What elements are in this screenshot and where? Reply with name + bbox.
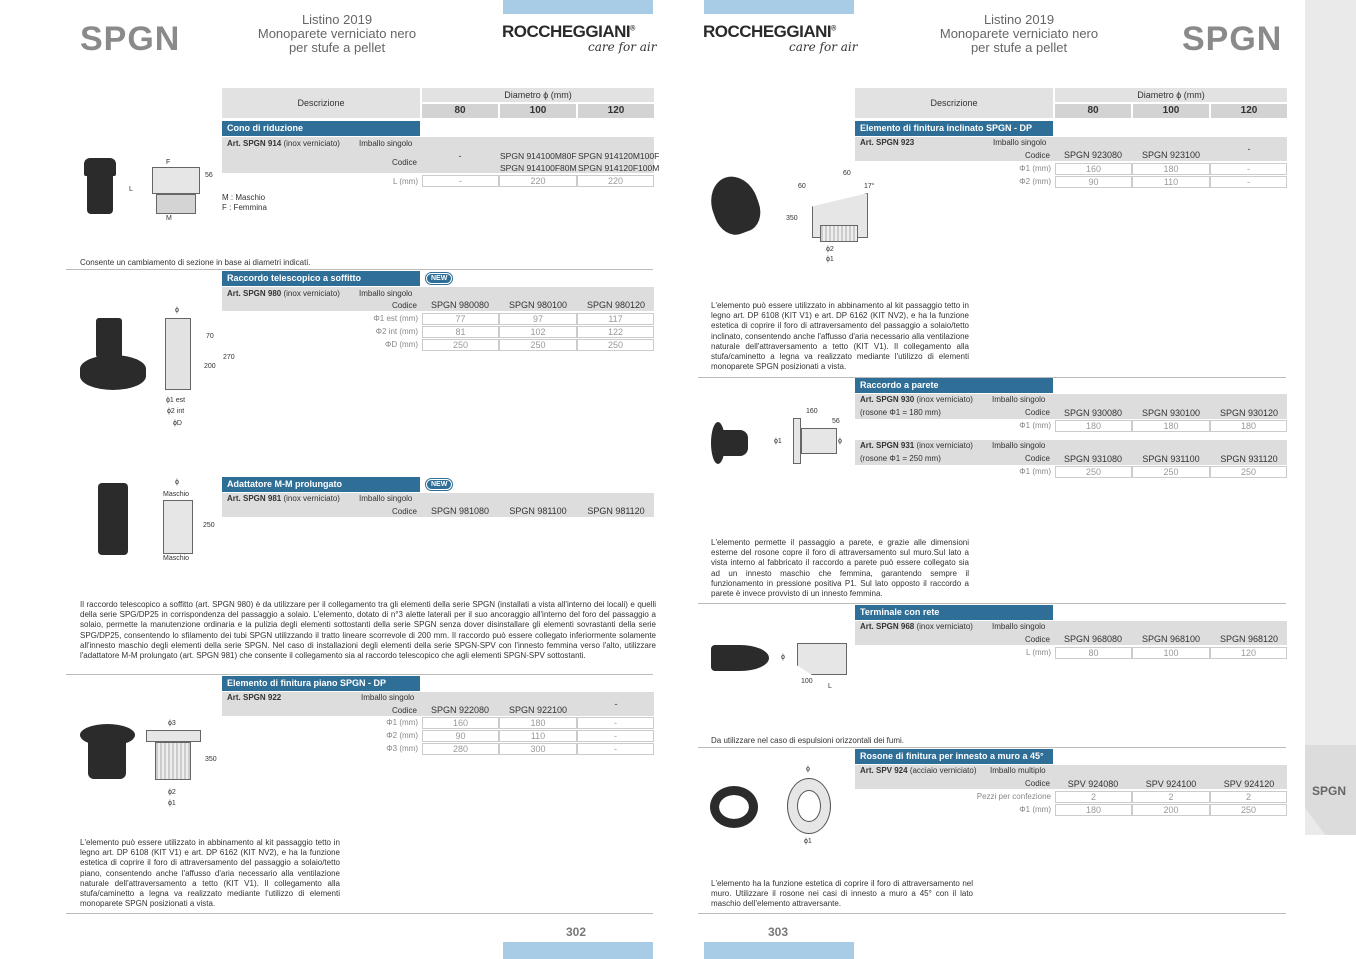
art-code: Art. SPGN 968 (inox verniciato)	[860, 622, 973, 631]
dim-label: 60	[843, 170, 851, 177]
product-title-cono: Cono di riduzione	[222, 121, 420, 136]
row-label: Φ2 (mm)	[386, 731, 418, 740]
dim-label: L	[129, 186, 133, 193]
art-sub: (rosone Φ1 = 180 mm)	[860, 408, 941, 417]
row-label: Φ1 (mm)	[1019, 164, 1051, 173]
dim-label: 350	[786, 215, 798, 222]
value: 90	[422, 730, 499, 742]
value: 102	[499, 326, 577, 338]
dim-label: 56	[832, 418, 840, 425]
bottom-color-bar	[503, 942, 653, 959]
brand-logo: ROCCHEGGIANI®	[502, 22, 635, 41]
product-description: Il raccordo telescopico a soffitto (art. SPGN 980) è da utilizzare per il collegamento tra gli elementi della serie SPGN (installati a vista all'interno dei locali) e quelli della serie SPG/DP25 in corrispondenza del passaggio a solaio. L'elemento, dotato di n°3 alette laterali per il suo ancoraggio all'interno del foro del passaggio a solaio, permette la manutenzione ordinaria e la pulizia degli elementi sottostanti della serie SPGN senza dover disinstallare gli elementi sovrastanti della serie SPG/DP25, consentendo lo sfilamento dei tubi SPGN utilizzando il tratto lineare scorrevole di 200 mm. Il raccordo può essere collegato inferiormente solamente all'innesto maschio degli elementi della serie SPGN. Nel caso di installazioni degli elementi della serie SPGN-SPV con l'innesto femmina verso l'alto, utilizzare l'adattatore M-M prolungato (art. SPGN 981) che consente il collegamento sia al raccordo telescopico che agli elementi SPGN-SPV sottostanti.	[80, 600, 656, 661]
header-120: 120	[578, 104, 654, 118]
row-label: Φ2 int (mm)	[375, 327, 418, 336]
code-120b: SPGN 914120F100M	[578, 163, 660, 173]
row-label: Φ2 (mm)	[1019, 177, 1051, 186]
code-80: SPGN 923080	[1063, 150, 1123, 160]
value: 250	[1055, 466, 1132, 478]
row-label: Φ3 (mm)	[386, 744, 418, 753]
dim-label: L	[828, 683, 832, 690]
dim-label: ϕ	[838, 438, 842, 445]
section-divider	[66, 913, 653, 914]
dim-label: ϕ1	[826, 256, 834, 263]
product-description: L'elemento ha la funzione estetica di coprire il foro di attraversamento nel muro. Utilizzare il rosone nei casi di innesto a muro a 45° con il lato maschio dell'elemento attraversante.	[711, 879, 973, 909]
value: 180	[1055, 804, 1132, 816]
value: 180	[1132, 163, 1210, 175]
diagram-cono-bottom	[156, 194, 196, 214]
value: 280	[422, 743, 499, 755]
dim-label: ϕ2	[168, 789, 176, 796]
code-120: SPGN 980120	[586, 300, 646, 310]
product-title-terminale: Terminale con rete	[855, 605, 1053, 620]
diagram-terminale	[797, 643, 847, 675]
value: 2	[1132, 791, 1210, 803]
code-120: SPGN 930120	[1219, 408, 1279, 418]
code-100a: SPGN 914100M80F	[500, 151, 577, 161]
product-image-telescopico-base	[80, 355, 146, 390]
art-code: Art. SPGN 981 (inox verniciato)	[227, 494, 340, 503]
value: 200	[1132, 804, 1210, 816]
header-100: 100	[1133, 104, 1209, 118]
dim-label: 250	[203, 522, 215, 529]
value: -	[422, 175, 499, 187]
codice-label: Codice	[392, 507, 417, 516]
dim-label: ϕ	[781, 654, 785, 661]
art-code: Art. SPGN 930 (inox verniciato)	[860, 395, 973, 404]
value: 97	[499, 313, 577, 325]
value: 120	[1210, 647, 1287, 659]
side-tab-strip	[1305, 0, 1356, 835]
packaging: Imballo multiplo	[990, 766, 1046, 775]
code-100: SPGN 981100	[509, 506, 567, 516]
dim-label: 56	[205, 172, 213, 179]
value: 90	[1055, 176, 1132, 188]
new-badge: NEW	[426, 479, 452, 490]
side-tab-label: SPGN	[1312, 784, 1347, 798]
brand-tagline: care for air	[588, 40, 657, 54]
value: 180	[1055, 420, 1132, 432]
catalog-subtitle: Listino 2019 Monoparete verniciato nero per stufe a pellet	[939, 12, 1099, 55]
section-divider	[66, 674, 653, 675]
header-diametro: Diametro ϕ (mm)	[1055, 88, 1287, 102]
dim-label: ϕ1	[168, 800, 176, 807]
dim-label: ϕ1	[774, 438, 782, 445]
code-80: SPGN 931080	[1063, 454, 1123, 464]
dim-label: 200	[204, 363, 216, 370]
row-label: ΦD (mm)	[384, 340, 418, 349]
value: 220	[499, 175, 577, 187]
value: 77	[422, 313, 499, 325]
value: -	[1210, 163, 1287, 175]
product-title-adattatore: Adattatore M-M prolungato	[222, 477, 420, 492]
value: 160	[422, 717, 499, 729]
value: 180	[1210, 420, 1287, 432]
brand-tagline: care for air	[789, 40, 858, 54]
row-label: Φ1 (mm)	[1019, 421, 1051, 430]
value: -	[577, 730, 654, 742]
product-description: Consente un cambiamento di sezione in base ai diametri indicati.	[80, 258, 311, 267]
value: 180	[499, 717, 577, 729]
section-divider	[698, 913, 1286, 914]
code-100: SPGN 968100	[1141, 634, 1201, 644]
code-80: SPGN 930080	[1063, 408, 1123, 418]
code-120: SPGN 968120	[1219, 634, 1279, 644]
product-title-finitura-inclinato: Elemento di finitura inclinato SPGN - DP	[855, 121, 1053, 136]
header-diametro: Diametro ϕ (mm)	[422, 88, 654, 102]
top-color-bar	[503, 0, 653, 14]
code-120: -	[614, 699, 618, 709]
codice-label: Codice	[1025, 635, 1050, 644]
product-image-terminale	[711, 645, 769, 671]
diagram-finitura-body	[155, 742, 191, 780]
code-80: SPV 924080	[1067, 779, 1119, 789]
packaging: Imballo singolo	[359, 289, 413, 298]
new-badge: NEW	[426, 273, 452, 284]
header-120: 120	[1211, 104, 1287, 118]
code-100: SPV 924100	[1145, 779, 1197, 789]
value: 160	[1055, 163, 1132, 175]
code-80: SPGN 922080	[430, 705, 490, 715]
value: 180	[1132, 420, 1210, 432]
section-divider	[698, 747, 1286, 748]
row-label: L (mm)	[392, 177, 418, 186]
section-divider	[698, 603, 1286, 604]
legend-maschio: M : Maschio	[222, 193, 266, 202]
dim-label: ϕD	[173, 420, 182, 427]
value: 100	[1132, 647, 1210, 659]
dim-label: ϕ	[175, 479, 179, 486]
row-label: L (mm)	[1025, 648, 1051, 657]
page-number: 303	[768, 925, 789, 939]
series-title: SPGN	[80, 20, 181, 58]
code-80: SPGN 980080	[430, 300, 490, 310]
packaging: Imballo singolo	[359, 494, 413, 503]
bottom-color-bar	[704, 942, 854, 959]
dim-label: 350	[205, 756, 217, 763]
code-100: SPGN 931100	[1142, 454, 1200, 464]
dim-label: ϕ	[806, 766, 810, 773]
code-120: -	[1247, 144, 1251, 154]
catalog-subtitle: Listino 2019 Monoparete verniciato nero per stufe a pellet	[257, 12, 417, 55]
section-divider	[66, 269, 653, 270]
product-image-rosone	[710, 786, 758, 828]
dim-label: ϕ1	[804, 838, 812, 845]
value: 250	[1132, 466, 1210, 478]
value: 2	[1210, 791, 1287, 803]
codice-label: Codice	[1025, 408, 1050, 417]
art-code: Art. SPGN 980 (inox verniciato)	[227, 289, 340, 298]
product-description: L'elemento può essere utilizzato in abbinamento al kit passaggio tetto in legno art. DP 6108 (KIT V1) e art. DP 6162 (KIT NV2), e ha la funzione estetica di coprire il foro di attraversamento del passaggio a solaio/tetto inclinato, consentendo anche l'affusso d'aria necessario alla ventilazione naturale dell'attraversamento a tetto (KIT V1). Il collegamento alla stufa/caminetto a legna va realizzato mediante l'utilizzo di elementi monoparete SPGN posizionati a vista.	[711, 301, 969, 372]
value: 81	[422, 326, 499, 338]
series-title: SPGN	[1182, 20, 1283, 58]
product-description: L'elemento permette il passaggio a parete, e grazie alle dimensioni esterne del rosone copre il foro di attraversamento sul muro.Sul lato a vista interno al fabbricato il raccordo a parete può essere collegato sia ad un innesto maschio che femmina, garantendo sempre il funzionamento in pressione positiva P1. Sul lato opposto il raccordo a parete è invece provvisto di un innesto femmina.	[711, 538, 969, 599]
dim-label: M	[166, 215, 172, 222]
code-100: SPGN 930100	[1141, 408, 1201, 418]
codice-label: Codice	[392, 706, 417, 715]
row-label: Φ1 (mm)	[1019, 805, 1051, 814]
legend-femmina: F : Femmina	[222, 203, 267, 212]
product-image-finitura-piano-body	[88, 735, 126, 779]
codice-label: Codice	[1025, 454, 1050, 463]
codice-label: Codice	[1025, 151, 1050, 160]
packaging: Imballo singolo	[992, 622, 1046, 631]
value: 300	[499, 743, 577, 755]
art-sub: (rosone Φ1 = 250 mm)	[860, 454, 941, 463]
code-100: SPGN 923100	[1141, 150, 1201, 160]
code-80: SPGN 981080	[430, 506, 490, 516]
value: 250	[1210, 804, 1287, 816]
value: 80	[1055, 647, 1132, 659]
product-title-telescopico: Raccordo telescopico a soffitto	[222, 271, 420, 286]
code-100: SPGN 980100	[508, 300, 568, 310]
value: 110	[1132, 176, 1210, 188]
diagram-raccordo-body	[801, 428, 837, 454]
header-80: 80	[422, 104, 498, 118]
product-image-cono-body	[87, 173, 113, 214]
value: 110	[499, 730, 577, 742]
page-number: 302	[566, 925, 587, 939]
brand-logo: ROCCHEGGIANI®	[703, 22, 836, 41]
product-image-telescopico	[96, 318, 122, 358]
dim-label: 17°	[864, 183, 875, 190]
product-image-finitura-inclinato	[703, 170, 766, 240]
dim-label: ϕ2	[826, 246, 834, 253]
row-label: Φ1 (mm)	[386, 718, 418, 727]
code-120: SPGN 981120	[587, 506, 645, 516]
codice-label: Codice	[392, 301, 417, 310]
code-100: SPGN 922100	[508, 705, 568, 715]
diagram-cono-top	[152, 167, 200, 194]
dim-label: F	[166, 159, 171, 166]
dim-label: ϕ3	[168, 720, 176, 727]
packaging: Imballo singolo	[992, 395, 1046, 404]
product-title-rosone: Rosone di finitura per innesto a muro a 45°	[855, 749, 1053, 764]
value: 250	[422, 339, 499, 351]
diagram-finitura-top	[146, 730, 201, 742]
value: 117	[577, 313, 654, 325]
value: -	[1210, 176, 1287, 188]
dim-label: 160	[806, 408, 818, 415]
code-100b: SPGN 914100F80M	[500, 163, 577, 173]
dim-label: ϕ2 int	[167, 408, 185, 415]
code-120a: SPGN 914120M100F	[578, 151, 660, 161]
dim-label: 60	[798, 183, 806, 190]
value: 250	[499, 339, 577, 351]
art-code: Art. SPGN 923	[860, 138, 915, 147]
codice-label: Codice	[1025, 779, 1050, 788]
row-label: Pezzi per confezione	[976, 792, 1051, 801]
header-80: 80	[1055, 104, 1131, 118]
dim-label: 100	[801, 678, 813, 685]
art-code: Art. SPV 924 (acciaio verniciato)	[860, 766, 977, 775]
packaging: Imballo singolo	[361, 693, 415, 702]
packaging: Imballo singolo	[993, 138, 1047, 147]
value: 250	[577, 339, 654, 351]
dim-label: Maschio	[163, 555, 190, 562]
value: 2	[1055, 791, 1132, 803]
diagram-rosone	[793, 418, 801, 464]
product-title-raccordo-parete: Raccordo a parete	[855, 378, 1053, 393]
diagram-finitura-inclinato-grid	[820, 225, 858, 242]
dim-label: ϕ1 est	[166, 397, 186, 404]
product-image-raccordo-parete-body	[718, 430, 748, 456]
codice-label: Codice	[392, 158, 417, 167]
value: 250	[1210, 466, 1287, 478]
code-80: SPGN 968080	[1063, 634, 1123, 644]
header-100: 100	[500, 104, 576, 118]
art-code: Art. SPGN 922	[227, 693, 282, 702]
value: 122	[577, 326, 654, 338]
top-color-bar	[704, 0, 854, 14]
header-descrizione: Descrizione	[222, 88, 420, 118]
packaging: Imballo singolo	[992, 441, 1046, 450]
product-image-adattatore	[98, 483, 128, 555]
dim-label: ϕ	[175, 307, 179, 314]
product-description: L'elemento può essere utilizzato in abbinamento al kit passaggio tetto in legno art. DP 6108 (KIT V1) e art. DP 6162 (KIT NV2), e ha la funzione estetica di coprire il foro di attraversamento del passaggio a solaio/tetto piano, consentendo anche l'affusso d'aria necessario alla ventilazione naturale dell'attraversamento a tetto (KIT V1). Il collegamento alla stufa/caminetto a legna va realizzato mediante l'utilizzo di elementi monoparete SPGN posizionati a vista.	[80, 838, 340, 909]
dim-label: 70	[206, 333, 214, 340]
row-label: Φ1 (mm)	[1019, 467, 1051, 476]
packaging: Imballo singolo	[359, 139, 413, 148]
value: 220	[577, 175, 654, 187]
value: -	[577, 717, 654, 729]
header-descrizione: Descrizione	[855, 88, 1053, 118]
code-120: SPGN 931120	[1220, 454, 1278, 464]
product-title-finitura-piano: Elemento di finitura piano SPGN - DP	[222, 676, 420, 691]
code-80: -	[458, 151, 462, 161]
dim-label: Maschio	[163, 491, 190, 498]
value: -	[577, 743, 654, 755]
diagram-rosone-inner	[797, 790, 821, 822]
diagram-telescopico	[165, 318, 191, 390]
art-code: Art. SPGN 931 (inox verniciato)	[860, 441, 973, 450]
row-label: Φ1 est (mm)	[373, 314, 418, 323]
product-description: Da utilizzare nel caso di espulsioni orizzontali dei fumi.	[711, 736, 904, 745]
diagram-adattatore	[163, 500, 193, 554]
art-code: Art. SPGN 914 (inox verniciato)	[227, 139, 340, 148]
dim-label: 270	[223, 354, 235, 361]
code-120: SPV 924120	[1223, 779, 1275, 789]
